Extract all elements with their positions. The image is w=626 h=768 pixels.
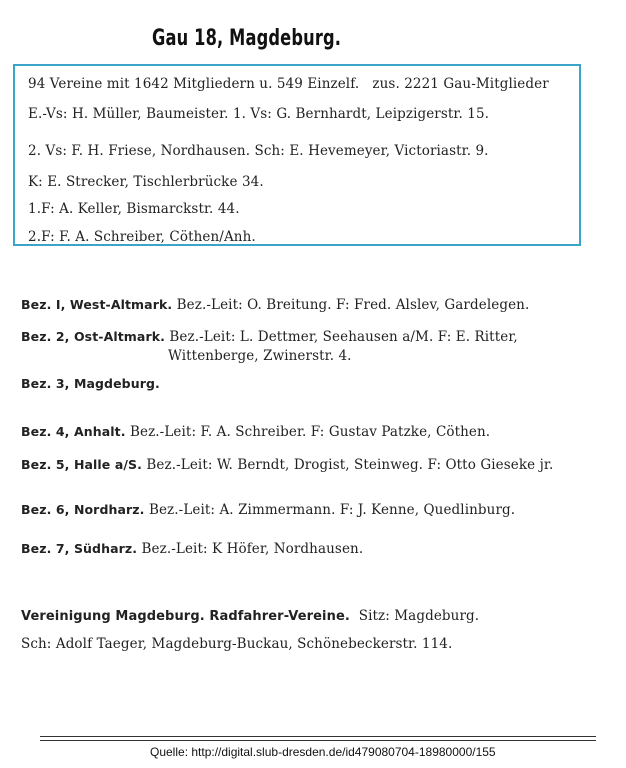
bezirk-label: Bez. 3, <box>21 376 70 391</box>
bezirk-label: Bez. 2, <box>21 329 70 344</box>
bezirk-row <box>21 502 515 518</box>
bezirk-label: Bez. 7, <box>21 541 70 556</box>
bezirk-label: Bez. 4, <box>21 424 70 439</box>
bezirk-name: Anhalt. <box>73 424 126 439</box>
bezirk-label: Bez. 5, <box>21 457 70 472</box>
bezirk-row <box>21 297 529 313</box>
bezirk-text-continuation: Wittenberge, Zwinerstr. 4. <box>168 348 352 364</box>
bezirk-text: Bez.-Leit: W. Berndt, Drogist, Steinweg. F: Otto Gieseke jr. <box>146 457 554 473</box>
bezirk-name: Magdeburg. <box>73 376 160 391</box>
source-citation: Quelle: http://digital.slub-dresden.de/id479080704-18980000/155 <box>150 745 496 759</box>
bezirk-text: Bez.-Leit: K Höfer, Nordhausen. <box>141 541 364 557</box>
bezirk-row <box>21 376 160 392</box>
bezirk-text: Bez.-Leit: A. Zimmermann. F: J. Kenne, Quedlinburg. <box>148 502 516 518</box>
bezirk-name: Südharz. <box>73 541 138 556</box>
gau-total: zus. 2221 Gau-Mitglieder <box>372 76 549 92</box>
box-line-1: E.-Vs: H. Müller, Baumeister. 1. Vs: G. Bernhardt, Leipzigerstr. 15. <box>28 106 490 122</box>
bezirk-text: Bez.-Leit: L. Dettmer, Seehausen a/M. F: E. Ritter, <box>169 329 518 345</box>
bezirk-name: Nordharz. <box>73 502 145 517</box>
bezirk-row <box>21 457 553 473</box>
bezirk-row <box>21 329 518 345</box>
bezirk-label: Bez. 6, <box>21 502 70 517</box>
box-line-3: K: E. Strecker, Tischlerbrücke 34. <box>28 174 264 190</box>
vereine-count: 94 Vereine mit 1642 Mitgliedern u. 549 Einzelf. <box>28 76 360 92</box>
box-line-5: 2.F: F. A. Schreiber, Cöthen/Anh. <box>28 229 256 245</box>
vereinigung-heading: Vereinigung Magdeburg. Radfahrer-Vereine. <box>21 609 350 624</box>
bezirk-name: Ost-Altmark. <box>73 329 165 344</box>
summary-line <box>28 76 549 92</box>
footer-rule <box>40 740 596 741</box>
bezirk-row <box>21 541 363 557</box>
bezirk-name: West-Altmark. <box>69 297 173 312</box>
page-title: Gau 18, Magdeburg. <box>152 26 342 51</box>
box-line-4: 1.F: A. Keller, Bismarckstr. 44. <box>28 201 240 217</box>
vereinigung-heading-row <box>21 608 479 624</box>
box-line-2: 2. Vs: F. H. Friese, Nordhausen. Sch: E. Hevemeyer, Victoriastr. 9. <box>28 143 489 159</box>
bezirk-row <box>21 424 490 440</box>
footer-rule <box>40 736 596 737</box>
bezirk-name: Halle a/S. <box>73 457 142 472</box>
vereinigung-sch: Sch: Adolf Taeger, Magdeburg-Buckau, Schönebeckerstr. 114. <box>21 636 453 652</box>
vereinigung-sitz: Sitz: Magdeburg. <box>358 608 480 624</box>
bezirk-text: Bez.-Leit: O. Breitung. F: Fred. Alslev, Gardelegen. <box>176 297 530 313</box>
bezirk-text: Bez.-Leit: F. A. Schreiber. F: Gustav Patzke, Cöthen. <box>129 424 491 440</box>
bezirk-label: Bez. I, <box>21 297 66 312</box>
